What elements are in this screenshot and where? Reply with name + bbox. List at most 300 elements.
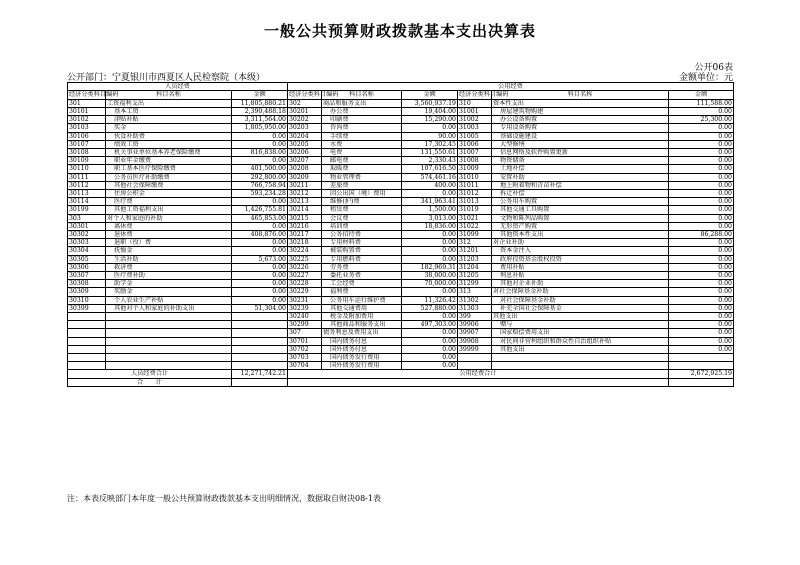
code-cell: 31013 bbox=[458, 198, 492, 206]
amount-cell: 1,805,950.00 bbox=[232, 124, 288, 132]
code-cell bbox=[68, 337, 106, 345]
table-row bbox=[68, 263, 734, 271]
name-cell: 物资储备 bbox=[492, 157, 669, 165]
code-cell: 31019 bbox=[458, 206, 492, 214]
name-cell: 手续费 bbox=[322, 132, 402, 140]
code-cell: 39908 bbox=[458, 337, 492, 345]
table-row bbox=[68, 288, 734, 296]
amount-cell: 19,404.00 bbox=[402, 107, 458, 115]
amount-cell: 3,560,937.19 bbox=[402, 99, 458, 107]
personnel-header: 人员经费 bbox=[68, 83, 288, 91]
amount-cell: 38,000.00 bbox=[402, 271, 458, 279]
name-cell: 其他交通工具购置 bbox=[492, 206, 669, 214]
amount-cell: 816,838.00 bbox=[232, 148, 288, 156]
code-cell: 30308 bbox=[68, 280, 106, 288]
code-cell: 30703 bbox=[288, 354, 322, 362]
name-cell: 房屋建筑物购建 bbox=[492, 107, 669, 115]
code-cell: 30310 bbox=[68, 296, 106, 304]
amount-cell: 0.00 bbox=[669, 124, 734, 132]
code-cell: 30202 bbox=[288, 116, 322, 124]
name-cell: 其他对个人和家庭的补助支出 bbox=[106, 304, 232, 312]
amount-cell: 1,500.00 bbox=[402, 206, 458, 214]
amount-cell: 0.00 bbox=[232, 280, 288, 288]
personnel-total-label: 人员经费合计 bbox=[68, 370, 232, 378]
amount-cell: 15,290.00 bbox=[402, 116, 458, 124]
table-row bbox=[68, 222, 734, 230]
code-cell: 31005 bbox=[458, 132, 492, 140]
name-cell: 基础设施建设 bbox=[492, 132, 669, 140]
code-cell: 30231 bbox=[288, 296, 322, 304]
amount-cell: 131,550.61 bbox=[402, 148, 458, 156]
name-cell: 商品和服务支出 bbox=[322, 99, 402, 107]
name-cell: 工资福利支出 bbox=[106, 99, 232, 107]
amount-cell: 0.00 bbox=[402, 230, 458, 238]
name-cell: 租赁费 bbox=[322, 206, 402, 214]
amount-cell: 0.00 bbox=[669, 214, 734, 222]
amount-cell: 0.00 bbox=[669, 206, 734, 214]
amount-cell: 90.00 bbox=[402, 132, 458, 140]
amount-cell: 0.00 bbox=[669, 132, 734, 140]
code-cell: 31008 bbox=[458, 157, 492, 165]
name-cell: 国家赔偿费用支出 bbox=[492, 329, 669, 337]
code-cell: 39906 bbox=[458, 321, 492, 329]
code-cell: 30225 bbox=[288, 255, 322, 263]
name-cell bbox=[106, 354, 232, 362]
code-cell: 30211 bbox=[288, 181, 322, 189]
amount-cell: 25,300.00 bbox=[669, 116, 734, 124]
table-row bbox=[68, 296, 734, 304]
amount-cell: 11,326.42 bbox=[402, 296, 458, 304]
amount-cell: 0.00 bbox=[669, 189, 734, 197]
unit-label: 金额单位：元 bbox=[678, 73, 733, 83]
name-cell: 债务利息及费用支出 bbox=[322, 329, 402, 337]
code-cell bbox=[458, 354, 492, 362]
name-cell: 赠与 bbox=[492, 321, 669, 329]
code-cell: 30239 bbox=[288, 304, 322, 312]
name-cell: 劳务费 bbox=[322, 263, 402, 271]
code-cell: 310 bbox=[458, 99, 492, 107]
amount-cell: 465,853.00 bbox=[232, 214, 288, 222]
code-cell: 30309 bbox=[68, 288, 106, 296]
amount-cell: 2,390,488.18 bbox=[232, 107, 288, 115]
amount-cell: 11,805,880.21 bbox=[232, 99, 288, 107]
name-cell: 补充全国社会保障基金 bbox=[492, 304, 669, 312]
code-cell: 30199 bbox=[68, 206, 106, 214]
amount-cell: 0.00 bbox=[402, 189, 458, 197]
code-cell: 30240 bbox=[288, 312, 322, 320]
code-cell: 303 bbox=[68, 214, 106, 222]
name-cell: 办公设备购置 bbox=[492, 116, 669, 124]
name-cell: 文物和陈列品购置 bbox=[492, 214, 669, 222]
name-cell: 资本金注入 bbox=[492, 247, 669, 255]
code-cell: 31021 bbox=[458, 214, 492, 222]
amount-cell: 0.00 bbox=[669, 321, 734, 329]
grand-total-value bbox=[232, 378, 288, 386]
table-row bbox=[68, 181, 734, 189]
name-cell: 公务用车运行维护费 bbox=[322, 296, 402, 304]
form-number: 公开06表 bbox=[694, 63, 733, 73]
code-cell: 30112 bbox=[68, 181, 106, 189]
name-cell bbox=[106, 337, 232, 345]
table-row bbox=[68, 271, 734, 279]
amount-cell: 0.00 bbox=[669, 181, 734, 189]
name-cell: 绩效工资 bbox=[106, 140, 232, 148]
amount-cell: 0.00 bbox=[232, 239, 288, 247]
amount-cell: 0.00 bbox=[669, 263, 734, 271]
code-cell bbox=[68, 321, 106, 329]
code-cell bbox=[458, 362, 492, 370]
public-header: 公用经费 bbox=[288, 83, 734, 91]
code-cell: 30110 bbox=[68, 165, 106, 173]
amount-cell: 5,673.00 bbox=[232, 255, 288, 263]
amount-cell: 0.00 bbox=[669, 271, 734, 279]
amount-cell: 1,426,755.81 bbox=[232, 206, 288, 214]
name-cell bbox=[106, 321, 232, 329]
code-cell: 31006 bbox=[458, 140, 492, 148]
code-cell bbox=[68, 329, 106, 337]
code-cell: 30299 bbox=[288, 321, 322, 329]
name-cell: 医疗费 bbox=[106, 198, 232, 206]
department-label: 公开部门：宁夏银川市西夏区人民检察院（本级） bbox=[67, 73, 266, 83]
name-cell: 咨询费 bbox=[322, 124, 402, 132]
amount-cell: 0.00 bbox=[669, 288, 734, 296]
amount-cell bbox=[232, 337, 288, 345]
name-cell: 办公费 bbox=[322, 107, 402, 115]
name-cell: 被装购置费 bbox=[322, 247, 402, 255]
code-cell: 30109 bbox=[68, 157, 106, 165]
amount-cell: 0.00 bbox=[232, 296, 288, 304]
name-cell: 专用燃料费 bbox=[322, 255, 402, 263]
table-row bbox=[68, 206, 734, 214]
amount-cell: 0.00 bbox=[232, 198, 288, 206]
name-cell: 维修(护)费 bbox=[322, 198, 402, 206]
code-cell bbox=[68, 362, 106, 370]
name-cell: 离休费 bbox=[106, 222, 232, 230]
amount-cell: 0.00 bbox=[402, 337, 458, 345]
name-header: 科目名称 bbox=[492, 91, 669, 100]
amount-cell: 0.00 bbox=[669, 337, 734, 345]
name-cell: 无形资产购置 bbox=[492, 222, 669, 230]
amount-cell: 0.00 bbox=[669, 165, 734, 173]
amount-cell: 0.00 bbox=[669, 107, 734, 115]
amount-cell: 0.00 bbox=[402, 239, 458, 247]
code-cell: 30212 bbox=[288, 189, 322, 197]
table-row bbox=[68, 99, 734, 107]
amount-cell: 111,588.00 bbox=[669, 99, 734, 107]
code-cell: 30205 bbox=[288, 140, 322, 148]
amount-cell: 3,311,564.00 bbox=[232, 116, 288, 124]
amount-cell: 0.00 bbox=[402, 345, 458, 353]
name-cell bbox=[106, 329, 232, 337]
amount-cell: 86,288.00 bbox=[669, 230, 734, 238]
name-cell: 委托业务费 bbox=[322, 271, 402, 279]
amount-cell: 0.00 bbox=[669, 280, 734, 288]
code-cell: 301 bbox=[68, 99, 106, 107]
amount-cell: 0.00 bbox=[402, 312, 458, 320]
name-cell: 对企业补助 bbox=[492, 239, 669, 247]
code-cell: 31010 bbox=[458, 173, 492, 181]
code-cell: 30303 bbox=[68, 239, 106, 247]
code-cell: 30206 bbox=[288, 148, 322, 156]
amount-cell: 0.00 bbox=[669, 312, 734, 320]
code-cell: 31204 bbox=[458, 263, 492, 271]
amount-cell: 0.00 bbox=[669, 304, 734, 312]
amount-cell bbox=[232, 345, 288, 353]
name-cell: 专用设备购置 bbox=[492, 124, 669, 132]
name-cell: 奖励金 bbox=[106, 288, 232, 296]
name-cell: 土地补偿 bbox=[492, 165, 669, 173]
name-cell: 退职（役）费 bbox=[106, 239, 232, 247]
name-cell: 培训费 bbox=[322, 222, 402, 230]
amount-cell: 0.00 bbox=[669, 255, 734, 263]
name-cell: 其他资本性支出 bbox=[492, 230, 669, 238]
amount-cell: 341,963.41 bbox=[402, 198, 458, 206]
code-cell: 30107 bbox=[68, 140, 106, 148]
name-cell: 职工基本医疗保险缴费 bbox=[106, 165, 232, 173]
table-row bbox=[68, 304, 734, 312]
amount-cell: 0.00 bbox=[669, 345, 734, 353]
amount-cell: 107,616.50 bbox=[402, 165, 458, 173]
amount-cell: 70,000.00 bbox=[402, 280, 458, 288]
code-cell: 30203 bbox=[288, 124, 322, 132]
name-cell: 福利费 bbox=[322, 288, 402, 296]
name-cell: 取暖费 bbox=[322, 165, 402, 173]
name-cell: 住房公积金 bbox=[106, 189, 232, 197]
code-cell: 313 bbox=[458, 288, 492, 296]
name-header: 科目名称 bbox=[106, 91, 232, 100]
name-cell bbox=[492, 362, 669, 370]
code-cell: 31203 bbox=[458, 255, 492, 263]
public-total-label: 公用经费合计 bbox=[288, 370, 669, 378]
amount-cell: 401,500.00 bbox=[232, 165, 288, 173]
code-cell: 31299 bbox=[458, 280, 492, 288]
amount-cell: 51,304.00 bbox=[232, 304, 288, 312]
grand-total-blank bbox=[288, 378, 669, 386]
code-cell: 30227 bbox=[288, 271, 322, 279]
table-row bbox=[68, 157, 734, 165]
amount-cell: 0.00 bbox=[232, 222, 288, 230]
name-cell: 其他支出 bbox=[492, 312, 669, 320]
name-cell: 公务用车购置 bbox=[492, 198, 669, 206]
amount-cell: 0.00 bbox=[669, 296, 734, 304]
name-cell: 公务员医疗补助缴费 bbox=[106, 173, 232, 181]
name-cell: 抚恤金 bbox=[106, 247, 232, 255]
amount-cell: 0.00 bbox=[402, 362, 458, 370]
page-title: 一般公共预算财政拨款基本支出决算表 bbox=[263, 22, 536, 40]
code-cell: 30215 bbox=[288, 214, 322, 222]
code-cell: 302 bbox=[288, 99, 322, 107]
code-cell: 30209 bbox=[288, 173, 322, 181]
name-cell bbox=[106, 362, 232, 370]
amount-cell: 0.00 bbox=[232, 247, 288, 255]
code-cell: 30201 bbox=[288, 107, 322, 115]
table-row bbox=[68, 116, 734, 124]
name-cell: 其他社会保障缴费 bbox=[106, 181, 232, 189]
code-cell bbox=[68, 354, 106, 362]
name-cell: 其他对企业补助 bbox=[492, 280, 669, 288]
amount-cell: 0.00 bbox=[232, 263, 288, 271]
name-cell: 差旅费 bbox=[322, 181, 402, 189]
name-cell: 地上附着物和青苗补偿 bbox=[492, 181, 669, 189]
amount-cell: 0.00 bbox=[232, 288, 288, 296]
amount-cell: 0.00 bbox=[669, 222, 734, 230]
amount-header: 金额 bbox=[402, 91, 458, 100]
table-row bbox=[68, 362, 734, 370]
name-cell: 救济费 bbox=[106, 263, 232, 271]
code-cell: 31003 bbox=[458, 124, 492, 132]
name-header: 科目名称 bbox=[322, 91, 402, 100]
code-cell: 31002 bbox=[458, 116, 492, 124]
code-cell: 30302 bbox=[68, 230, 106, 238]
amount-cell: 0.00 bbox=[669, 140, 734, 148]
amount-cell bbox=[669, 362, 734, 370]
amount-cell bbox=[669, 354, 734, 362]
expenditure-table bbox=[67, 82, 734, 387]
code-cell: 30114 bbox=[68, 198, 106, 206]
code-cell: 30111 bbox=[68, 173, 106, 181]
name-cell: 资本性支出 bbox=[492, 99, 669, 107]
name-cell: 水费 bbox=[322, 140, 402, 148]
name-cell: 拆迁补偿 bbox=[492, 189, 669, 197]
name-cell: 信息网络及软件购置更新 bbox=[492, 148, 669, 156]
amount-cell bbox=[232, 321, 288, 329]
table-row bbox=[68, 321, 734, 329]
name-cell: 对社会保障基金补助 bbox=[492, 296, 669, 304]
public-total-value: 2,672,925.19 bbox=[669, 370, 734, 378]
name-cell: 国内债务发行费用 bbox=[322, 354, 402, 362]
code-cell bbox=[68, 312, 106, 320]
code-cell: 30108 bbox=[68, 148, 106, 156]
amount-cell: 497,303.00 bbox=[402, 321, 458, 329]
name-cell bbox=[106, 345, 232, 353]
amount-cell: 17,302.45 bbox=[402, 140, 458, 148]
name-cell: 工会经费 bbox=[322, 280, 402, 288]
amount-cell: 0.00 bbox=[669, 329, 734, 337]
name-cell: 基本工资 bbox=[106, 107, 232, 115]
amount-cell: 527,880.00 bbox=[402, 304, 458, 312]
table-row bbox=[68, 189, 734, 197]
code-cell: 30218 bbox=[288, 239, 322, 247]
name-cell: 邮电费 bbox=[322, 157, 402, 165]
code-cell: 30399 bbox=[68, 304, 106, 312]
personnel-total-value: 12,271,742.21 bbox=[232, 370, 288, 378]
table-row bbox=[68, 124, 734, 132]
name-cell: 政府投资基金股权投资 bbox=[492, 255, 669, 263]
amount-cell: 0.00 bbox=[402, 255, 458, 263]
code-cell: 30229 bbox=[288, 288, 322, 296]
amount-cell: 0.00 bbox=[669, 247, 734, 255]
code-cell: 30204 bbox=[288, 132, 322, 140]
table-row bbox=[68, 337, 734, 345]
name-cell: 职业年金缴费 bbox=[106, 157, 232, 165]
table-body bbox=[68, 99, 734, 370]
name-cell: 奖金 bbox=[106, 124, 232, 132]
code-cell: 31012 bbox=[458, 189, 492, 197]
code-cell: 30304 bbox=[68, 247, 106, 255]
amount-cell: 0.00 bbox=[669, 157, 734, 165]
name-cell: 对个人和家庭的补助 bbox=[106, 214, 232, 222]
name-cell: 大型修缮 bbox=[492, 140, 669, 148]
name-cell: 其他支出 bbox=[492, 345, 669, 353]
code-cell: 30224 bbox=[288, 247, 322, 255]
table-row bbox=[68, 140, 734, 148]
table-row bbox=[68, 329, 734, 337]
name-cell: 税金及附加费用 bbox=[322, 312, 402, 320]
code-cell: 30208 bbox=[288, 165, 322, 173]
table-row bbox=[68, 165, 734, 173]
name-cell: 伙食补助费 bbox=[106, 132, 232, 140]
name-cell: 会议费 bbox=[322, 214, 402, 222]
code-cell: 30101 bbox=[68, 107, 106, 115]
name-cell bbox=[106, 312, 232, 320]
amount-cell: 0.00 bbox=[232, 271, 288, 279]
code-cell: 30228 bbox=[288, 280, 322, 288]
footnote: 注：本表反映部门本年度一般公共预算财政拨款基本支出明细情况，数据取自财决08-1表 bbox=[67, 494, 381, 503]
code-cell: 31009 bbox=[458, 165, 492, 173]
code-cell: 30305 bbox=[68, 255, 106, 263]
amount-cell: 593,234.28 bbox=[232, 189, 288, 197]
table-row bbox=[68, 354, 734, 362]
amount-cell: 408,876.00 bbox=[232, 230, 288, 238]
table-row bbox=[68, 132, 734, 140]
name-cell: 国外债务发行费用 bbox=[322, 362, 402, 370]
code-cell: 30113 bbox=[68, 189, 106, 197]
amount-cell: 0.00 bbox=[402, 247, 458, 255]
table-row bbox=[68, 230, 734, 238]
table-row bbox=[68, 280, 734, 288]
name-cell: 专用材料费 bbox=[322, 239, 402, 247]
code-cell: 307 bbox=[288, 329, 322, 337]
amount-cell: 0.00 bbox=[232, 157, 288, 165]
code-cell: 31099 bbox=[458, 230, 492, 238]
code-cell: 39999 bbox=[458, 345, 492, 353]
name-cell: 印刷费 bbox=[322, 116, 402, 124]
amount-cell: 0.00 bbox=[669, 239, 734, 247]
table-row bbox=[68, 148, 734, 156]
table-row bbox=[68, 312, 734, 320]
table-row bbox=[68, 239, 734, 247]
table-row bbox=[68, 214, 734, 222]
code-cell: 31303 bbox=[458, 304, 492, 312]
amount-header: 金额 bbox=[232, 91, 288, 100]
code-cell: 30702 bbox=[288, 345, 322, 353]
name-cell: 物业管理费 bbox=[322, 173, 402, 181]
amount-cell bbox=[232, 329, 288, 337]
name-cell: 对民间非营利组织和群众性自治组织补贴 bbox=[492, 337, 669, 345]
code-cell: 30307 bbox=[68, 271, 106, 279]
name-cell: 国外债务付息 bbox=[322, 345, 402, 353]
name-cell: 退休费 bbox=[106, 230, 232, 238]
amount-cell bbox=[232, 362, 288, 370]
amount-cell: 0.00 bbox=[669, 148, 734, 156]
name-cell: 因公出国（境）费用 bbox=[322, 189, 402, 197]
code-cell: 31001 bbox=[458, 107, 492, 115]
name-cell: 医疗费补助 bbox=[106, 271, 232, 279]
name-cell: 助学金 bbox=[106, 280, 232, 288]
amount-cell: 0.00 bbox=[669, 173, 734, 181]
name-cell: 电费 bbox=[322, 148, 402, 156]
code-cell: 39907 bbox=[458, 329, 492, 337]
code-cell: 30106 bbox=[68, 132, 106, 140]
name-cell: 生活补助 bbox=[106, 255, 232, 263]
amount-cell bbox=[232, 354, 288, 362]
table-row bbox=[68, 247, 734, 255]
name-cell: 费用补贴 bbox=[492, 263, 669, 271]
amount-cell: 2,330.43 bbox=[402, 157, 458, 165]
name-cell: 对社会保障基金补助 bbox=[492, 288, 669, 296]
grand-total-label: 合 计 bbox=[68, 378, 232, 386]
amount-cell bbox=[232, 312, 288, 320]
